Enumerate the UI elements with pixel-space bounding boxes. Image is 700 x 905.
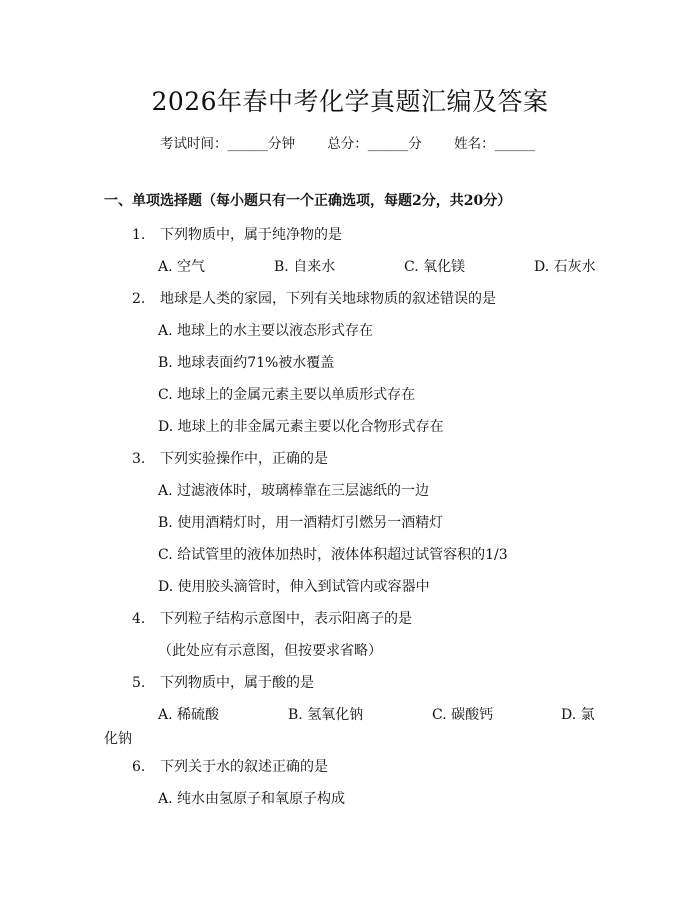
question-text: 地球是人类的家园，下列有关地球物质的叙述错误的是	[160, 291, 496, 307]
option-a: A. 稀硫酸	[158, 707, 220, 723]
option-a: A. 纯水由氢原子和氧原子构成	[158, 791, 346, 807]
question-4	[132, 608, 412, 628]
option-d: D. 石灰水	[534, 259, 596, 275]
option-b: B. 自来水	[274, 259, 336, 275]
option-a: A. 过滤液体时，玻璃棒靠在三层滤纸的一边	[158, 483, 430, 499]
question-number: 1.	[132, 227, 146, 243]
option-b: B. 地球表面约71%被水覆盖	[158, 355, 335, 371]
question-6	[132, 756, 328, 776]
question-text: 下列物质中，属于纯净物的是	[160, 227, 342, 243]
option-a: A. 空气	[158, 259, 206, 275]
diagram-placeholder-note: （此处应有示意图，但按要求省略）	[158, 643, 382, 659]
exam-time: 考试时间：______分钟	[160, 136, 295, 152]
option-c: C. 碳酸钙	[432, 707, 494, 723]
student-name: 姓名：______	[454, 136, 536, 152]
option-d-wrap: 化钠	[104, 731, 132, 747]
page-title: 2026年春中考化学真题汇编及答案	[151, 87, 549, 116]
question-text: 下列实验操作中，正确的是	[160, 451, 328, 467]
question-text: 下列物质中，属于酸的是	[160, 675, 314, 691]
question-1	[132, 224, 342, 244]
option-c: C. 给试管里的液体加热时，液体体积超过试管容积的1/3	[158, 547, 508, 563]
question-text: 下列关于水的叙述正确的是	[160, 759, 328, 775]
question-3	[132, 448, 328, 468]
option-b: B. 使用酒精灯时，用一酒精灯引燃另一酒精灯	[158, 515, 444, 531]
exam-meta	[160, 132, 563, 152]
question-number: 6.	[132, 759, 146, 775]
option-d: D. 地球上的非金属元素主要以化合物形式存在	[158, 419, 444, 435]
question-number: 5.	[132, 675, 146, 691]
option-d: D. 氯	[561, 707, 595, 723]
option-d: D. 使用胶头滴管时，伸入到试管内或容器中	[158, 579, 430, 595]
option-b: B. 氢氧化钠	[288, 707, 364, 723]
section-heading: 一、单项选择题（每小题只有一个正确选项，每题2分，共20分）	[104, 193, 512, 209]
question-number: 3.	[132, 451, 146, 467]
option-c: C. 地球上的金属元素主要以单质形式存在	[158, 387, 416, 403]
question-5	[132, 672, 314, 692]
option-c: C. 氧化镁	[404, 259, 466, 275]
option-a: A. 地球上的水主要以液态形式存在	[158, 323, 374, 339]
exam-score: 总分：______分	[327, 136, 422, 152]
question-text: 下列粒子结构示意图中，表示阳离子的是	[160, 611, 412, 627]
question-number: 4.	[132, 611, 146, 627]
question-2	[132, 288, 496, 308]
question-number: 2.	[132, 291, 146, 307]
